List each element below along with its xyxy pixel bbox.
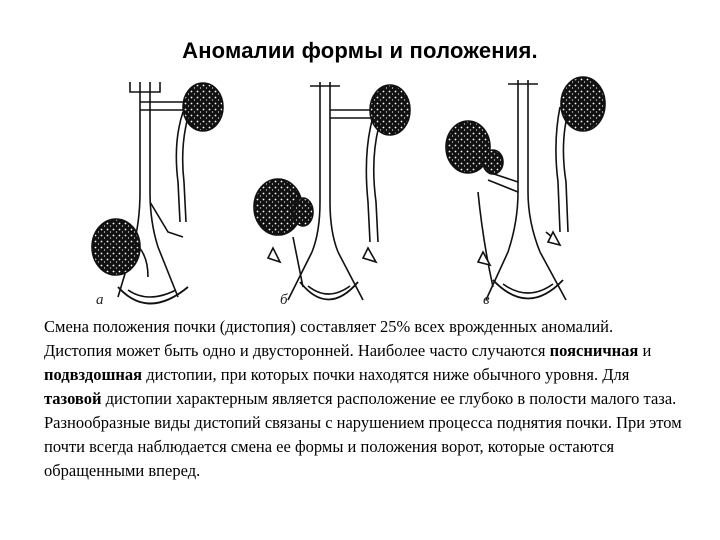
body-paragraph: [44, 315, 684, 483]
panel-b-label: б: [280, 292, 288, 308]
bold-term-pelvic: тазовой: [44, 389, 102, 408]
panel-c-label: в: [483, 292, 490, 308]
panel-a-drawing: [92, 82, 223, 304]
panel-a-label: а: [96, 292, 104, 308]
text-part-2: и: [638, 341, 652, 360]
text-part-1: Смена положения почки (дистопия) составляет 25% всех врожденных аномалий. Дистопия может быть одно и двусторонней. Наиболее часто случаются: [44, 317, 614, 360]
panel-c-drawing: [446, 77, 605, 300]
text-part-4: дистопии характерным является расположение ее глубоко в полости малого таза. Разнообразные виды дистопий связаны с нарушением процесса поднятия почки. При этом почти всегда наблюдается смена ее формы и положения ворот, которые остаются обращенными вперед.: [44, 389, 682, 480]
panel-b-drawing: [254, 82, 410, 300]
text-part-3: дистопии, при которых почки находятся ниже обычного уровня. Для: [142, 365, 630, 384]
kidney-dystopia-illustration: [88, 72, 628, 310]
slide-title: Аномалии формы и положения.: [182, 38, 538, 63]
bold-term-lumbar: поясничная: [549, 341, 639, 360]
bold-term-iliac: подвздошная: [44, 365, 143, 384]
